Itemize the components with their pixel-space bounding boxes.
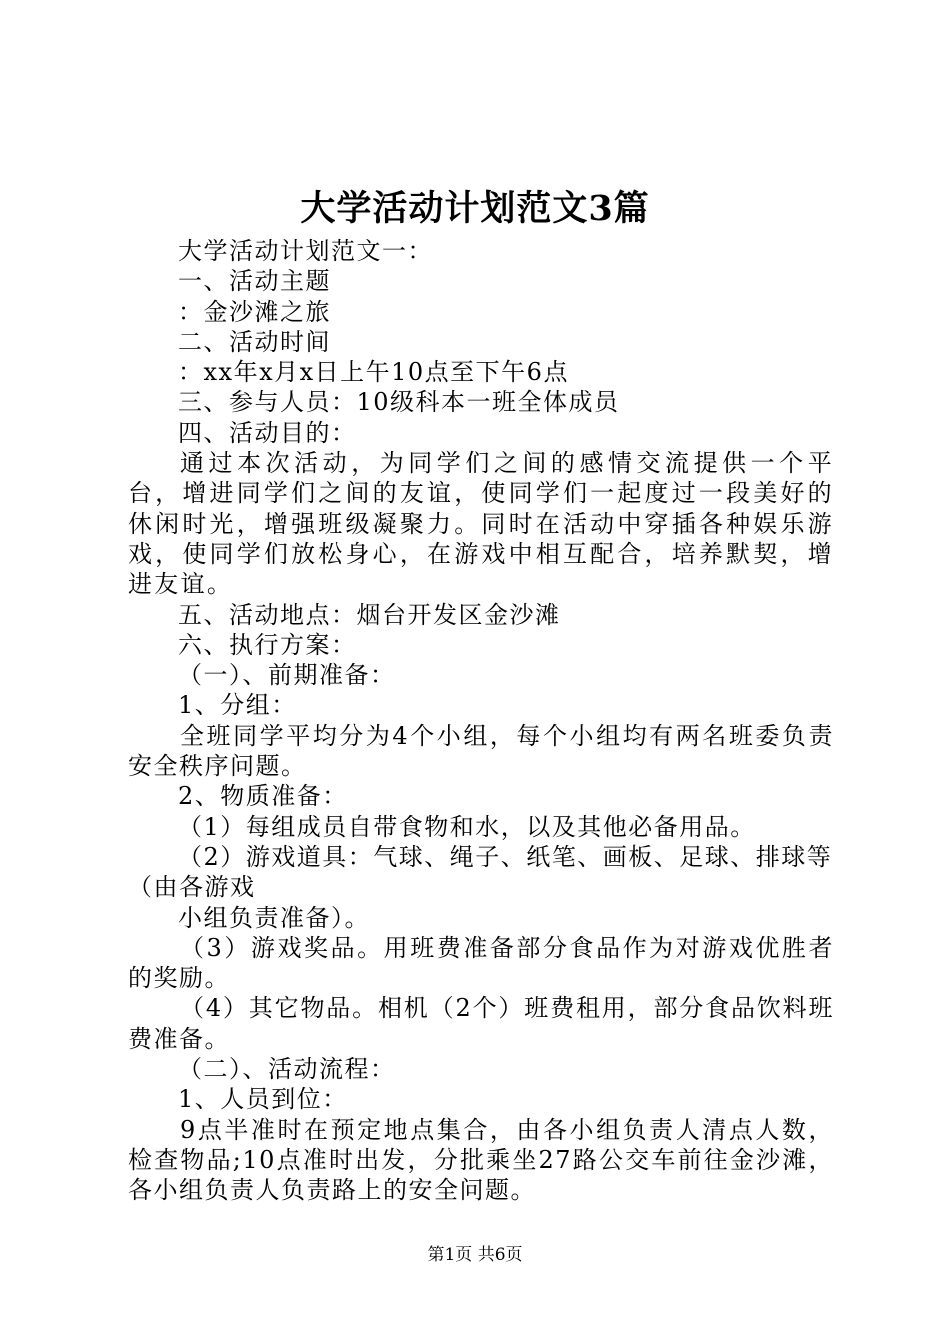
section-heading: 1、人员到位：: [178, 1085, 348, 1114]
list-item-continued: 小组负责准备）。: [178, 903, 370, 932]
section-heading: 二、活动时间: [178, 327, 331, 356]
document-title: 大学活动计划范文3篇: [300, 188, 650, 229]
section-heading: 五、活动地点：烟台开发区金沙滩: [178, 600, 561, 629]
section-heading: 四、活动目的：: [178, 418, 357, 447]
section-heading: 1、分组：: [178, 691, 297, 720]
list-item-continued: （由各游戏: [128, 873, 256, 902]
section-heading: （一）、前期准备：: [178, 661, 396, 690]
paragraph-purpose: 通过本次活动，为同学们之间的感情交流提供一个平台，增进同学们之间的友谊，使同学们一起度过一段美好的休闲时光，增强班级凝聚力。同时在活动中穿插各种娱乐游戏，使同学们放松身心，在游戏中相互配合，培养默契，增进友谊。: [128, 449, 834, 599]
paragraph-group: 全班同学平均分为4个小组，每个小组均有两名班委负责安全秩序问题。: [128, 721, 834, 781]
section-heading: 六、执行方案：: [178, 630, 357, 659]
section-text: ：金沙滩之旅: [178, 297, 331, 326]
list-item: （2）游戏道具：气球、绳子、纸笔、画板、足球、排球等: [178, 842, 833, 871]
paragraph-prizes: （3）游戏奖品。用班费准备部分食品作为对游戏优胜者的奖励。: [128, 933, 834, 993]
paragraph-other-items: （4）其它物品。相机（2个）班费租用，部分食品饮料班费准备。: [128, 994, 834, 1053]
list-item: （1）每组成员自带食物和水，以及其他必备用品。: [178, 812, 756, 841]
document-body: [128, 236, 834, 1206]
paragraph-arrival: 9点半准时在预定地点集合，由各小组负责人清点人数，检查物品;10点准时出发，分批乘坐27路公交车前往金沙滩，各小组负责人负责路上的安全问题。: [128, 1115, 834, 1205]
section-heading: 三、参与人员：10级科本一班全体成员: [178, 388, 620, 417]
section-heading: 一、活动主题: [178, 267, 331, 296]
section-heading: 2、物质准备：: [178, 782, 348, 811]
page-footer: 第1页 共6页: [427, 1245, 523, 1265]
section-text: ：xx年x月x日上午10点至下午6点: [178, 358, 569, 387]
section-heading: 大学活动计划范文一：: [178, 237, 433, 265]
section-heading: （二）、活动流程：: [178, 1055, 396, 1084]
